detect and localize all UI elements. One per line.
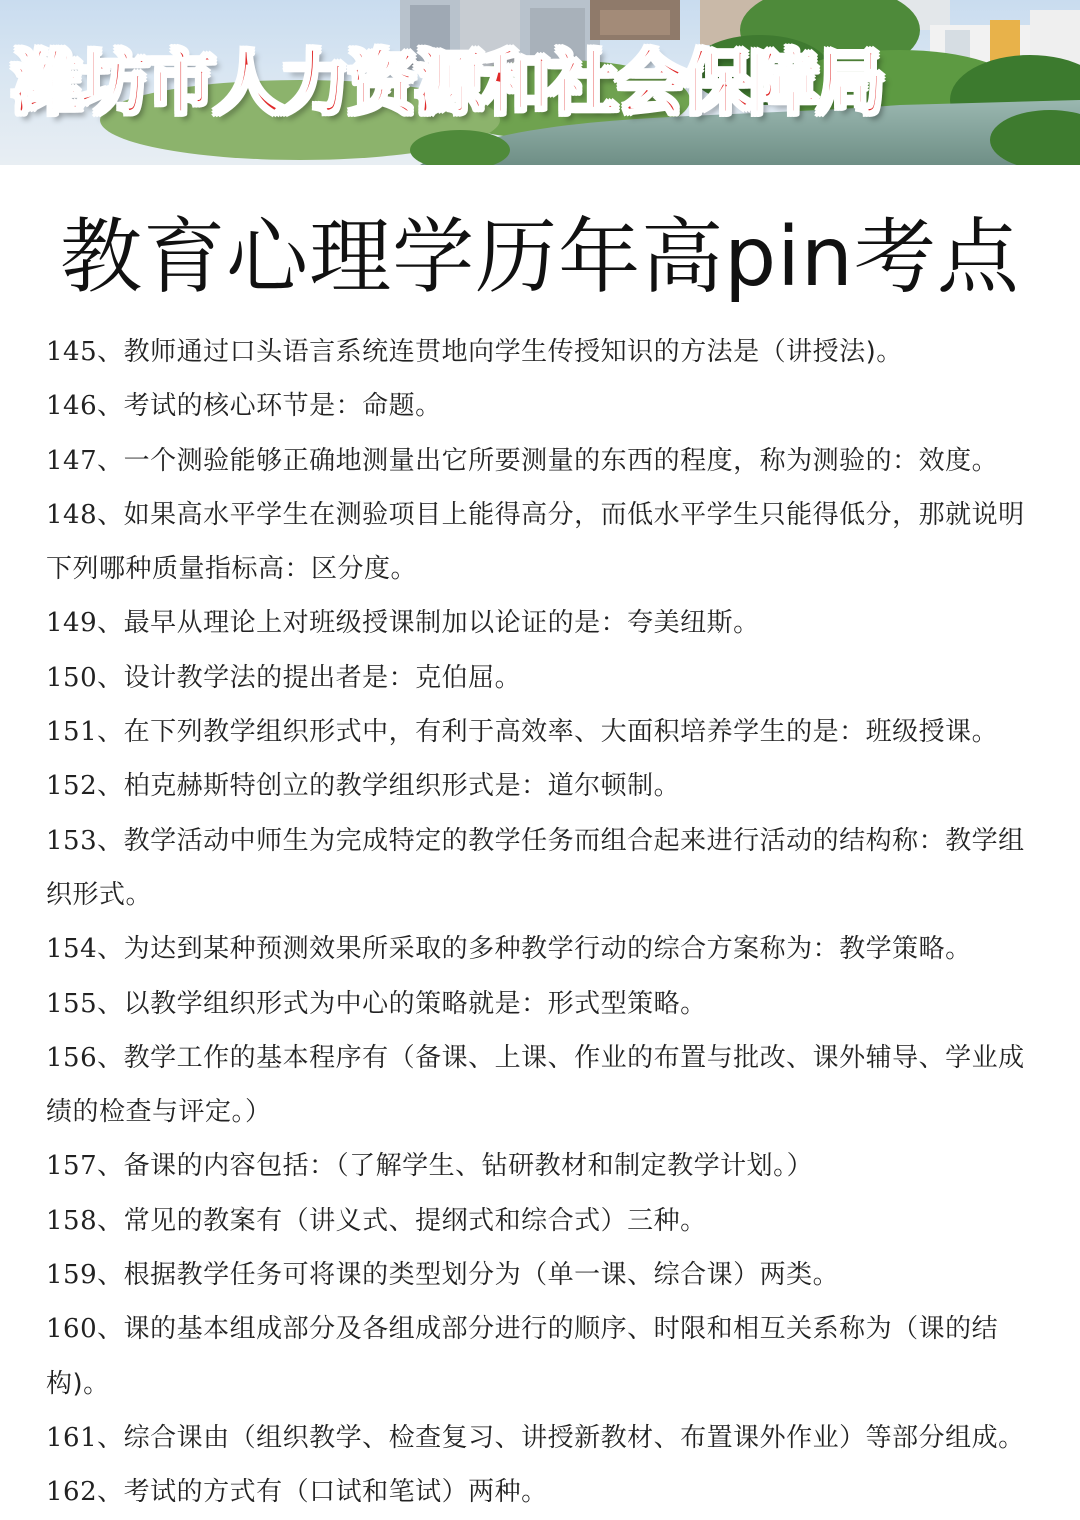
item-number: 145 [46, 337, 98, 367]
item-text: 、考试的方式有（口试和笔试）两种。 [97, 1477, 548, 1508]
item-number: 161 [46, 1422, 98, 1453]
item-number: 162 [46, 1477, 98, 1508]
list-item [46, 1248, 1046, 1302]
list-item [46, 1465, 1046, 1519]
item-number: 152 [46, 771, 98, 802]
item-text: 、最早从理论上对班级授课制加以论证的是：夸美纽斯。 [97, 608, 760, 639]
item-text: 、考试的核心环节是：命题。 [97, 391, 442, 422]
item-text: 、如果高水平学生在测验项目上能得高分，而低水平学生只能得低分，那就说明下列哪种质量指标高：区分度。 [46, 499, 1025, 585]
list-item [46, 596, 1046, 650]
item-number: 157 [46, 1151, 98, 1182]
item-text: 、根据教学任务可将课的类型划分为（单一课、综合课）两类。 [97, 1260, 840, 1291]
list-item [46, 325, 1046, 379]
item-text: 、柏克赫斯特创立的教学组织形式是：道尔顿制。 [97, 771, 681, 802]
item-text: 、教学工作的基本程序有（备课、上课、作业的布置与批改、课外辅导、学业成绩的检查与评定。） [46, 1042, 1025, 1128]
item-text: 、设计教学法的提出者是：克伯屈。 [97, 662, 522, 693]
item-text: 、综合课由（组织教学、检查复习、讲授新教材、布置课外作业）等部分组成。 [97, 1422, 1025, 1453]
item-number: 149 [46, 608, 98, 639]
list-item [46, 1411, 1046, 1465]
item-number: 147 [46, 445, 98, 476]
list-item [46, 1031, 1046, 1140]
list-item [46, 977, 1046, 1031]
list-item [46, 651, 1046, 705]
item-number: 160 [46, 1314, 98, 1345]
item-text: 、一个测验能够正确地测量出它所要测量的东西的程度，称为测验的：效度。 [97, 445, 999, 476]
item-text: 、备课的内容包括：（了解学生、钻研教材和制定教学计划。） [97, 1151, 814, 1182]
item-number: 154 [46, 934, 98, 965]
banner-title: 潍坊市人力资源和社会保障局 [12, 42, 883, 124]
list-item [46, 1302, 1046, 1411]
list-item [46, 379, 1046, 433]
item-text: 、常见的教案有（讲义式、提纲式和综合式）三种。 [97, 1205, 707, 1236]
item-text: 、在下列教学组织形式中，有利于高效率、大面积培养学生的是：班级授课。 [97, 717, 999, 748]
item-text: 、教师通过口头语言系统连贯地向学生传授知识的方法是（讲授法)。 [97, 337, 903, 367]
item-text: 、以教学组织形式为中心的策略就是：形式型策略。 [97, 988, 707, 1019]
item-number: 158 [46, 1205, 98, 1236]
item-number: 151 [46, 717, 98, 748]
item-number: 150 [46, 662, 98, 693]
list-item [46, 759, 1046, 813]
list-item [46, 814, 1046, 923]
item-number: 153 [46, 825, 98, 856]
knowledge-point-list [46, 325, 1046, 1520]
list-item [46, 1194, 1046, 1248]
list-item [46, 434, 1046, 488]
item-number: 148 [46, 499, 98, 530]
item-number: 155 [46, 988, 98, 1019]
item-text: 、教学活动中师生为完成特定的教学任务而组合起来进行活动的结构称：教学组织形式。 [46, 825, 1025, 910]
list-item [46, 922, 1046, 976]
item-number: 159 [46, 1260, 98, 1291]
list-item [46, 488, 1046, 597]
list-item [46, 705, 1046, 759]
page-title: 教育心理学历年高pin考点 [60, 210, 1020, 305]
item-number: 156 [46, 1042, 98, 1073]
item-text: 、为达到某种预测效果所采取的多种教学行动的综合方案称为：教学策略。 [97, 934, 972, 965]
list-item [46, 1139, 1046, 1193]
item-number: 146 [46, 391, 98, 422]
item-text: 、课的基本组成部分及各组成部分进行的顺序、时限和相互关系称为（课的结构)。 [46, 1314, 999, 1399]
header-banner [0, 0, 1080, 165]
